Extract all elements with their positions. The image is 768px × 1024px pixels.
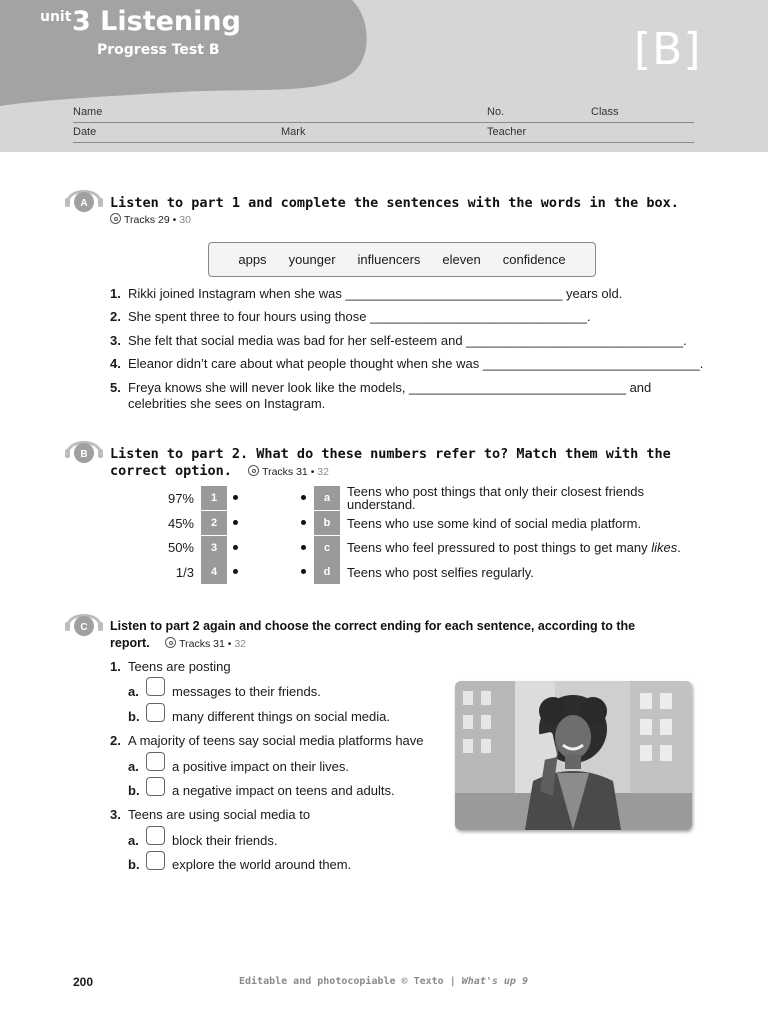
question-3-b-text: explore the world around them. bbox=[172, 857, 352, 872]
section-b-tracks-alt: 32 bbox=[317, 466, 329, 478]
question-3-b-checkbox[interactable] bbox=[146, 851, 165, 870]
match-dot-left-3[interactable] bbox=[233, 545, 238, 550]
option-b-text: Teens who use some kind of social media platform. bbox=[347, 516, 642, 531]
item-text[interactable]: She felt that social media was bad for her self-esteem and ______________________________. bbox=[128, 333, 687, 348]
question-2-b-label: b. bbox=[128, 783, 140, 798]
name-field-line[interactable] bbox=[73, 122, 694, 123]
section-a-tracks: Tracks 29 • 30 bbox=[110, 213, 191, 226]
section-a-letter: A bbox=[80, 198, 88, 209]
section-b-letter: B bbox=[80, 449, 88, 460]
question-2-b-checkbox[interactable] bbox=[146, 777, 165, 796]
number-index-2: 2 bbox=[201, 511, 227, 535]
teacher-label: Teacher bbox=[487, 126, 527, 138]
question-1-b-label: b. bbox=[128, 709, 140, 724]
copyright-notice bbox=[239, 976, 528, 987]
question-2-text: A majority of teens say social media platforms have bbox=[128, 733, 424, 748]
option-c-italic: likes bbox=[651, 540, 678, 555]
question-3-number: 3. bbox=[110, 807, 121, 822]
option-c-line1: Teens who feel pressured to post things to get many bbox=[347, 540, 652, 555]
date-field-line[interactable] bbox=[73, 142, 694, 143]
copyright-text: Editable and photocopiable © Texto | bbox=[239, 976, 462, 987]
version-badge: [B] bbox=[634, 24, 702, 75]
option-a-text bbox=[347, 485, 644, 511]
number-value-1: 97% bbox=[167, 491, 194, 506]
word-apps: apps bbox=[238, 252, 267, 267]
question-3-b-label: b. bbox=[128, 857, 140, 872]
question-3-a-checkbox[interactable] bbox=[146, 826, 165, 845]
number-value-3: 50% bbox=[167, 540, 194, 555]
section-a-instruction-text: Listen to part 1 and complete the sentences with the words in the box. bbox=[110, 195, 679, 211]
match-dot-left-1[interactable] bbox=[233, 495, 238, 500]
question-2-a-checkbox[interactable] bbox=[146, 752, 165, 771]
option-c-text bbox=[347, 541, 681, 554]
option-d-text: Teens who post selfies regularly. bbox=[347, 565, 534, 580]
item-text[interactable]: She spent three to four hours using those ______________________________. bbox=[128, 309, 591, 324]
question-1-number: 1. bbox=[110, 659, 121, 674]
number-label: No. bbox=[487, 106, 505, 118]
section-a-instruction bbox=[110, 195, 679, 212]
option-letter-d: d bbox=[314, 560, 340, 584]
item-number: 1. bbox=[110, 286, 121, 301]
section-c-letter: C bbox=[80, 622, 88, 633]
book-title: What's up 9 bbox=[461, 976, 528, 987]
question-3-text: Teens are using social media to bbox=[128, 807, 311, 822]
section-a-tracks-label: Tracks 29 bbox=[124, 214, 170, 226]
question-1-a-checkbox[interactable] bbox=[146, 677, 165, 696]
headphones-icon-a bbox=[64, 182, 104, 212]
question-1-b-text: many different things on social media. bbox=[172, 709, 390, 724]
audio-cd-icon bbox=[110, 213, 121, 224]
section-b-instruction bbox=[110, 446, 671, 481]
match-dot-left-4[interactable] bbox=[233, 569, 238, 574]
item-text[interactable]: Rikki joined Instagram when she was ______________________________ years old. bbox=[128, 286, 623, 301]
section-c-tracks-alt: 32 bbox=[234, 638, 246, 650]
number-value-4: 1/3 bbox=[175, 565, 194, 580]
section-b-tracks-label: Tracks 31 bbox=[262, 466, 308, 478]
class-label: Class bbox=[591, 106, 619, 118]
option-letter-b: b bbox=[314, 511, 340, 535]
item-text[interactable]: Freya knows she will never look like the models, ______________________________ and bbox=[128, 380, 652, 395]
item-number: 3. bbox=[110, 333, 121, 348]
section-c-instruction-line2: report. bbox=[110, 636, 150, 650]
question-1-b-checkbox[interactable] bbox=[146, 703, 165, 722]
question-2-number: 2. bbox=[110, 733, 121, 748]
number-index-4: 4 bbox=[201, 560, 227, 584]
number-index-1: 1 bbox=[201, 486, 227, 510]
option-c-after: . bbox=[677, 540, 681, 555]
headphones-icon-b bbox=[64, 433, 104, 463]
mark-label: Mark bbox=[281, 126, 306, 138]
section-c-instruction-line1: Listen to part 2 again and choose the correct ending for each sentence, according to the bbox=[110, 619, 636, 633]
item-number: 4. bbox=[110, 356, 121, 371]
section-a-tracks-alt: 30 bbox=[179, 214, 191, 226]
section-b-tracks: Tracks 31 • 32 bbox=[248, 466, 329, 478]
section-b-instruction-line2: correct option. bbox=[110, 463, 232, 479]
match-dot-left-2[interactable] bbox=[233, 520, 238, 525]
audio-cd-icon bbox=[165, 637, 176, 648]
section-c-tracks-label: Tracks 31 bbox=[179, 638, 225, 650]
item-text-continued: celebrities she sees on Instagram. bbox=[128, 396, 326, 411]
section-c-instruction bbox=[110, 618, 635, 653]
word-confidence: confidence bbox=[502, 252, 566, 267]
match-dot-right-d[interactable] bbox=[301, 569, 306, 574]
word-younger: younger bbox=[288, 252, 336, 267]
section-b-instruction-line1: Listen to part 2. What do these numbers refer to? Match them with the bbox=[110, 446, 671, 462]
teen-with-phone-photo bbox=[455, 681, 692, 830]
match-dot-right-a[interactable] bbox=[301, 495, 306, 500]
item-number: 2. bbox=[110, 309, 121, 324]
item-number: 5. bbox=[110, 380, 121, 395]
question-2-a-text: a positive impact on their lives. bbox=[172, 759, 350, 774]
question-1-a-text: messages to their friends. bbox=[172, 684, 321, 699]
option-a-line2: understand. bbox=[347, 497, 416, 512]
section-c-tracks: Tracks 31 • 32 bbox=[165, 638, 246, 650]
word-box bbox=[208, 242, 596, 277]
number-value-2: 45% bbox=[167, 516, 194, 531]
word-influencers: influencers bbox=[357, 252, 421, 267]
question-2-a-label: a. bbox=[128, 759, 139, 774]
headphones-icon-c bbox=[64, 606, 104, 636]
question-3-a-label: a. bbox=[128, 833, 139, 848]
word-eleven: eleven bbox=[442, 252, 481, 267]
question-2-b-text: a negative impact on teens and adults. bbox=[172, 783, 395, 798]
match-dot-right-b[interactable] bbox=[301, 520, 306, 525]
date-label: Date bbox=[73, 126, 97, 138]
item-text[interactable]: Eleanor didn’t care about what people thought when she was ______________________________. bbox=[128, 356, 704, 371]
option-a-line1: Teens who post things that only their closest friends bbox=[347, 484, 644, 499]
question-1-a-label: a. bbox=[128, 684, 139, 699]
option-letter-c: c bbox=[314, 536, 340, 560]
number-index-3: 3 bbox=[201, 536, 227, 560]
name-label: Name bbox=[73, 106, 103, 118]
unit-label: unit bbox=[40, 9, 72, 25]
question-1-text: Teens are posting bbox=[128, 659, 231, 674]
option-letter-a: a bbox=[314, 486, 340, 510]
question-3-a-text: block their friends. bbox=[172, 833, 278, 848]
test-subtitle: Progress Test B bbox=[97, 42, 220, 58]
audio-cd-icon bbox=[248, 465, 259, 476]
page-number: 200 bbox=[73, 975, 94, 989]
match-dot-right-c[interactable] bbox=[301, 545, 306, 550]
unit-title: 3 Listening bbox=[72, 6, 241, 37]
